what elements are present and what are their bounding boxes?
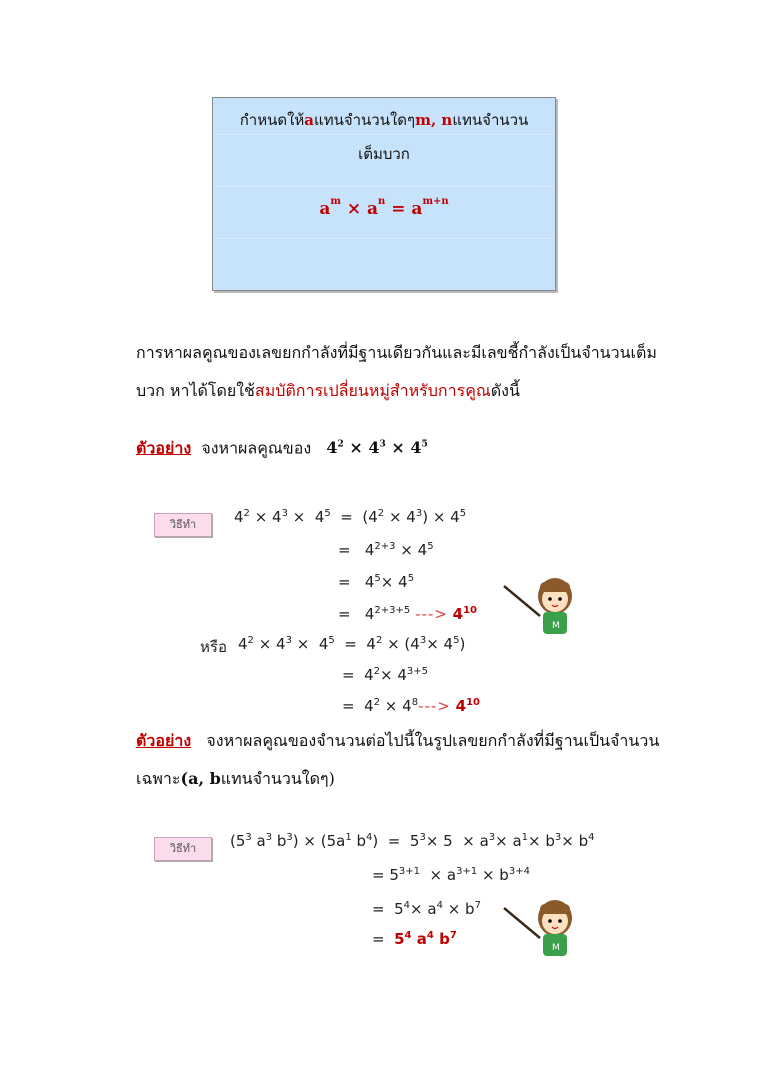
example-label: ตัวอย่าง xyxy=(136,731,192,750)
teacher-character-icon xyxy=(500,892,580,962)
example-2-line-1 xyxy=(136,722,716,760)
or-label: หรือ xyxy=(200,638,227,656)
result-exp: 10 xyxy=(463,605,478,616)
result-base: 4 xyxy=(452,605,464,623)
rule-line-1 xyxy=(213,108,555,132)
step-line: = $5^{3+1} \times a^{3+1} \times b^{3+4}$ xyxy=(372,866,530,884)
expr-base: 4 xyxy=(368,438,380,458)
step-line: ($5^3$ $a^3$ $b^3) \times (5a^1$ $b^4) = 5^3\times 5 \times a^3\times a^1\times b^3\times b^4$ xyxy=(230,832,595,850)
step-line: = $4^2\times 4^{3+5}$ xyxy=(342,666,429,684)
step-line: = $4^2 \times 4^8---> 4^{10}$ xyxy=(342,697,481,715)
formula-base: a xyxy=(367,199,379,219)
rule-line-2: เต็มบวก xyxy=(358,145,410,163)
formula-op: = xyxy=(391,199,406,219)
intro-text: บวก หาได้โดยใช้ xyxy=(136,381,255,400)
rule-text: กำหนดให้ xyxy=(239,111,305,129)
exponent-formula xyxy=(213,196,555,219)
step-line: $4^2 \times 4^3 \times 4^5 = (4^2 \times 4^3) \times 4^5$ xyxy=(234,508,467,526)
formula-op: × xyxy=(346,199,362,219)
example-vars: (a, b xyxy=(180,769,221,788)
example-1 xyxy=(136,426,696,467)
intro-line-2 xyxy=(136,372,696,410)
step-line: = $4^{2+3} \times 4^5$ xyxy=(338,541,434,559)
intro-highlight: สมบัติการเปลี่ยนหมู่สำหรับการคูณ xyxy=(254,381,491,400)
rule-text: แทนจำนวนใดๆ xyxy=(314,111,416,129)
step-line: $4^2 \times 4^3 \times 4^5 = 4^2 \times (4^3\times 4^5)$ xyxy=(238,635,466,653)
example-text: เฉพาะ xyxy=(136,769,181,788)
formula-base: a xyxy=(411,199,423,219)
rule-text: แทนจำนวน xyxy=(452,111,529,129)
pointer-stick-icon xyxy=(504,908,540,938)
svg-text:M: M xyxy=(552,943,560,953)
example-text: จงหาผลคูณของจำนวนต่อไปนี้ในรูปเลขยกกำลังที่มีฐานเป็นจำนวน xyxy=(206,731,660,750)
pointer-stick-icon xyxy=(504,586,540,616)
expr-op: × xyxy=(391,438,405,458)
intro-paragraph xyxy=(136,334,696,410)
expr-base: 4 xyxy=(326,438,338,458)
expr-exp: 2 xyxy=(337,440,344,450)
example-text: จงหาผลคูณของ xyxy=(201,438,312,458)
solution-badge: วิธีทำ xyxy=(154,513,212,537)
formula-exp: m xyxy=(330,196,341,207)
example-label: ตัวอย่าง xyxy=(136,438,192,458)
rule-box xyxy=(212,97,556,291)
expr-exp: 5 xyxy=(421,440,428,450)
step-line: = $5^4$ $a^4$ $b^7$ xyxy=(372,930,457,948)
arrow-icon: ---> xyxy=(415,605,448,623)
example-2 xyxy=(136,722,716,798)
svg-text:M: M xyxy=(552,621,560,631)
rule-var-a: a xyxy=(304,111,315,129)
example-expression xyxy=(326,438,427,457)
step-line: = $5^4\times a^4 \times b^7$ xyxy=(372,900,481,918)
teacher-character-icon xyxy=(500,570,580,640)
expr-base: 4 xyxy=(410,438,422,458)
solution-1-alt-steps xyxy=(238,635,538,725)
formula-base: a xyxy=(319,199,331,219)
step-line: = $4^{2+3+5}$ ---> $4^{10}$ xyxy=(338,605,478,623)
intro-line-1: การหาผลคูณของเลขยกกำลังที่มีฐานเดียวกันและมีเลขชี้กำลังเป็นจำนวนเต็ม xyxy=(136,343,657,362)
example-2-line-2 xyxy=(136,760,716,798)
formula-exp: m+n xyxy=(422,196,449,207)
rule-var-mn: m, n xyxy=(415,111,453,129)
expr-exp: 3 xyxy=(379,440,386,450)
formula-exp: n xyxy=(378,196,386,207)
expr-op: × xyxy=(349,438,363,458)
intro-text: ดังนี้ xyxy=(490,381,520,400)
step-line: = $4^5\times 4^5$ xyxy=(338,573,415,591)
example-text: แทนจำนวนใดๆ) xyxy=(220,769,335,788)
solution-badge: วิธีทำ xyxy=(154,837,212,861)
